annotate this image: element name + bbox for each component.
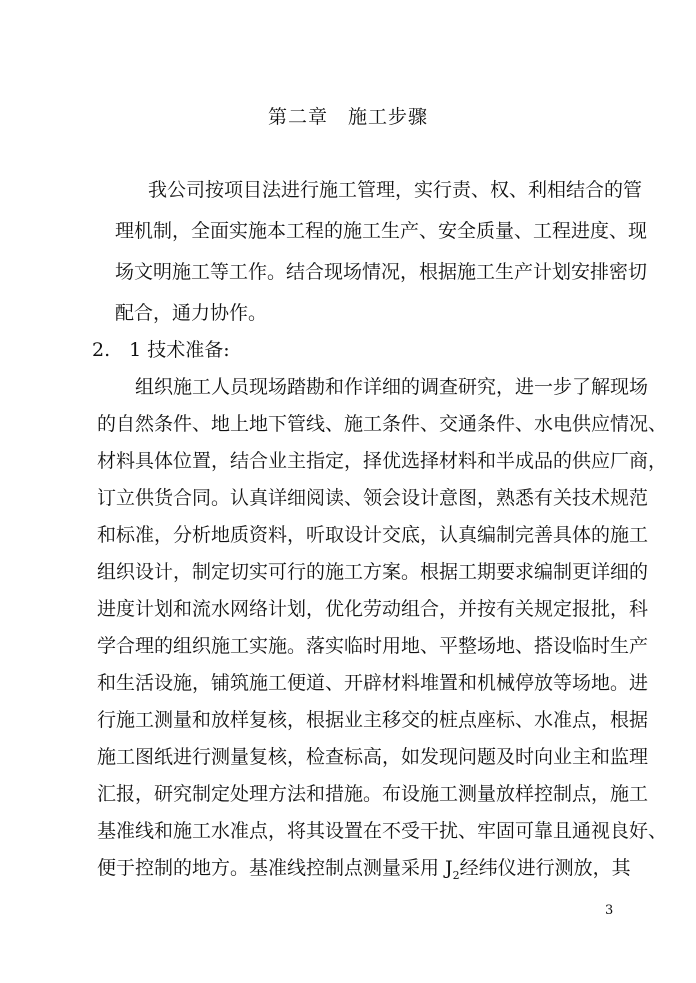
body-line-12: 汇报，研究制定处理方法和措施。布设施工测量放样控制点，施工: [97, 783, 649, 805]
chapter-title: 第二章 施工步骤: [267, 106, 428, 128]
intro-line-1: 我公司按项目法进行施工管理，实行责、权、利相结合的管: [148, 179, 643, 201]
body-line-10: 行施工测量和放样复核，根据业主移交的桩点座标、水准点，根据: [97, 709, 649, 731]
body-line-14-before: 便于控制的地方。基准线控制点测量采用 J: [97, 857, 453, 879]
body-line-14-after: 经纬仪进行测放，其: [459, 857, 631, 879]
body-line-4: 订立供货合同。认真详细阅读、领会设计意图，熟悉有关技术规范: [97, 487, 649, 509]
page-number: 3: [605, 903, 614, 918]
body-line-11: 施工图纸进行测量复核，检查标高，如发现问题及时向业主和监理: [97, 746, 649, 768]
body-line-2: 的自然条件、地上地下管线、施工条件、交通条件、水电供应情况、: [97, 413, 668, 435]
subscript-2: 2: [452, 869, 460, 882]
body-line-1: 组织施工人员现场踏勘和作详细的调查研究，进一步了解现场: [135, 376, 649, 398]
body-line-9: 和生活设施，铺筑施工便道、开辟材料堆置和机械停放等场地。进: [97, 672, 649, 694]
body-line-13: 基准线和施工水准点，将其设置在不受干扰、牢固可靠且通视良好、: [97, 820, 668, 842]
body-line-8: 学合理的组织施工实施。落实临时用地、平整场地、搭设临时生产: [97, 635, 649, 657]
body-line-14: [97, 854, 631, 882]
intro-line-2: 理机制，全面实施本工程的施工生产、安全质量、工程进度、现: [115, 220, 648, 242]
body-line-3: 材料具体位置，结合业主指定，择优选择材料和半成品的供应厂商，: [97, 450, 668, 472]
intro-line-4: 配合，通力协作。: [115, 302, 268, 324]
section-heading: 2. 1 技术准备:: [92, 339, 230, 361]
body-line-6: 组织设计，制定切实可行的施工方案。根据工期要求编制更详细的: [97, 561, 649, 583]
body-line-5: 和标准，分析地质资料，听取设计交底，认真编制完善具体的施工: [97, 524, 649, 546]
intro-line-3: 场文明施工等工作。结合现场情况，根据施工生产计划安排密切: [115, 261, 648, 283]
body-line-7: 进度计划和流水网络计划，优化劳动组合，并按有关规定报批，科: [97, 598, 649, 620]
